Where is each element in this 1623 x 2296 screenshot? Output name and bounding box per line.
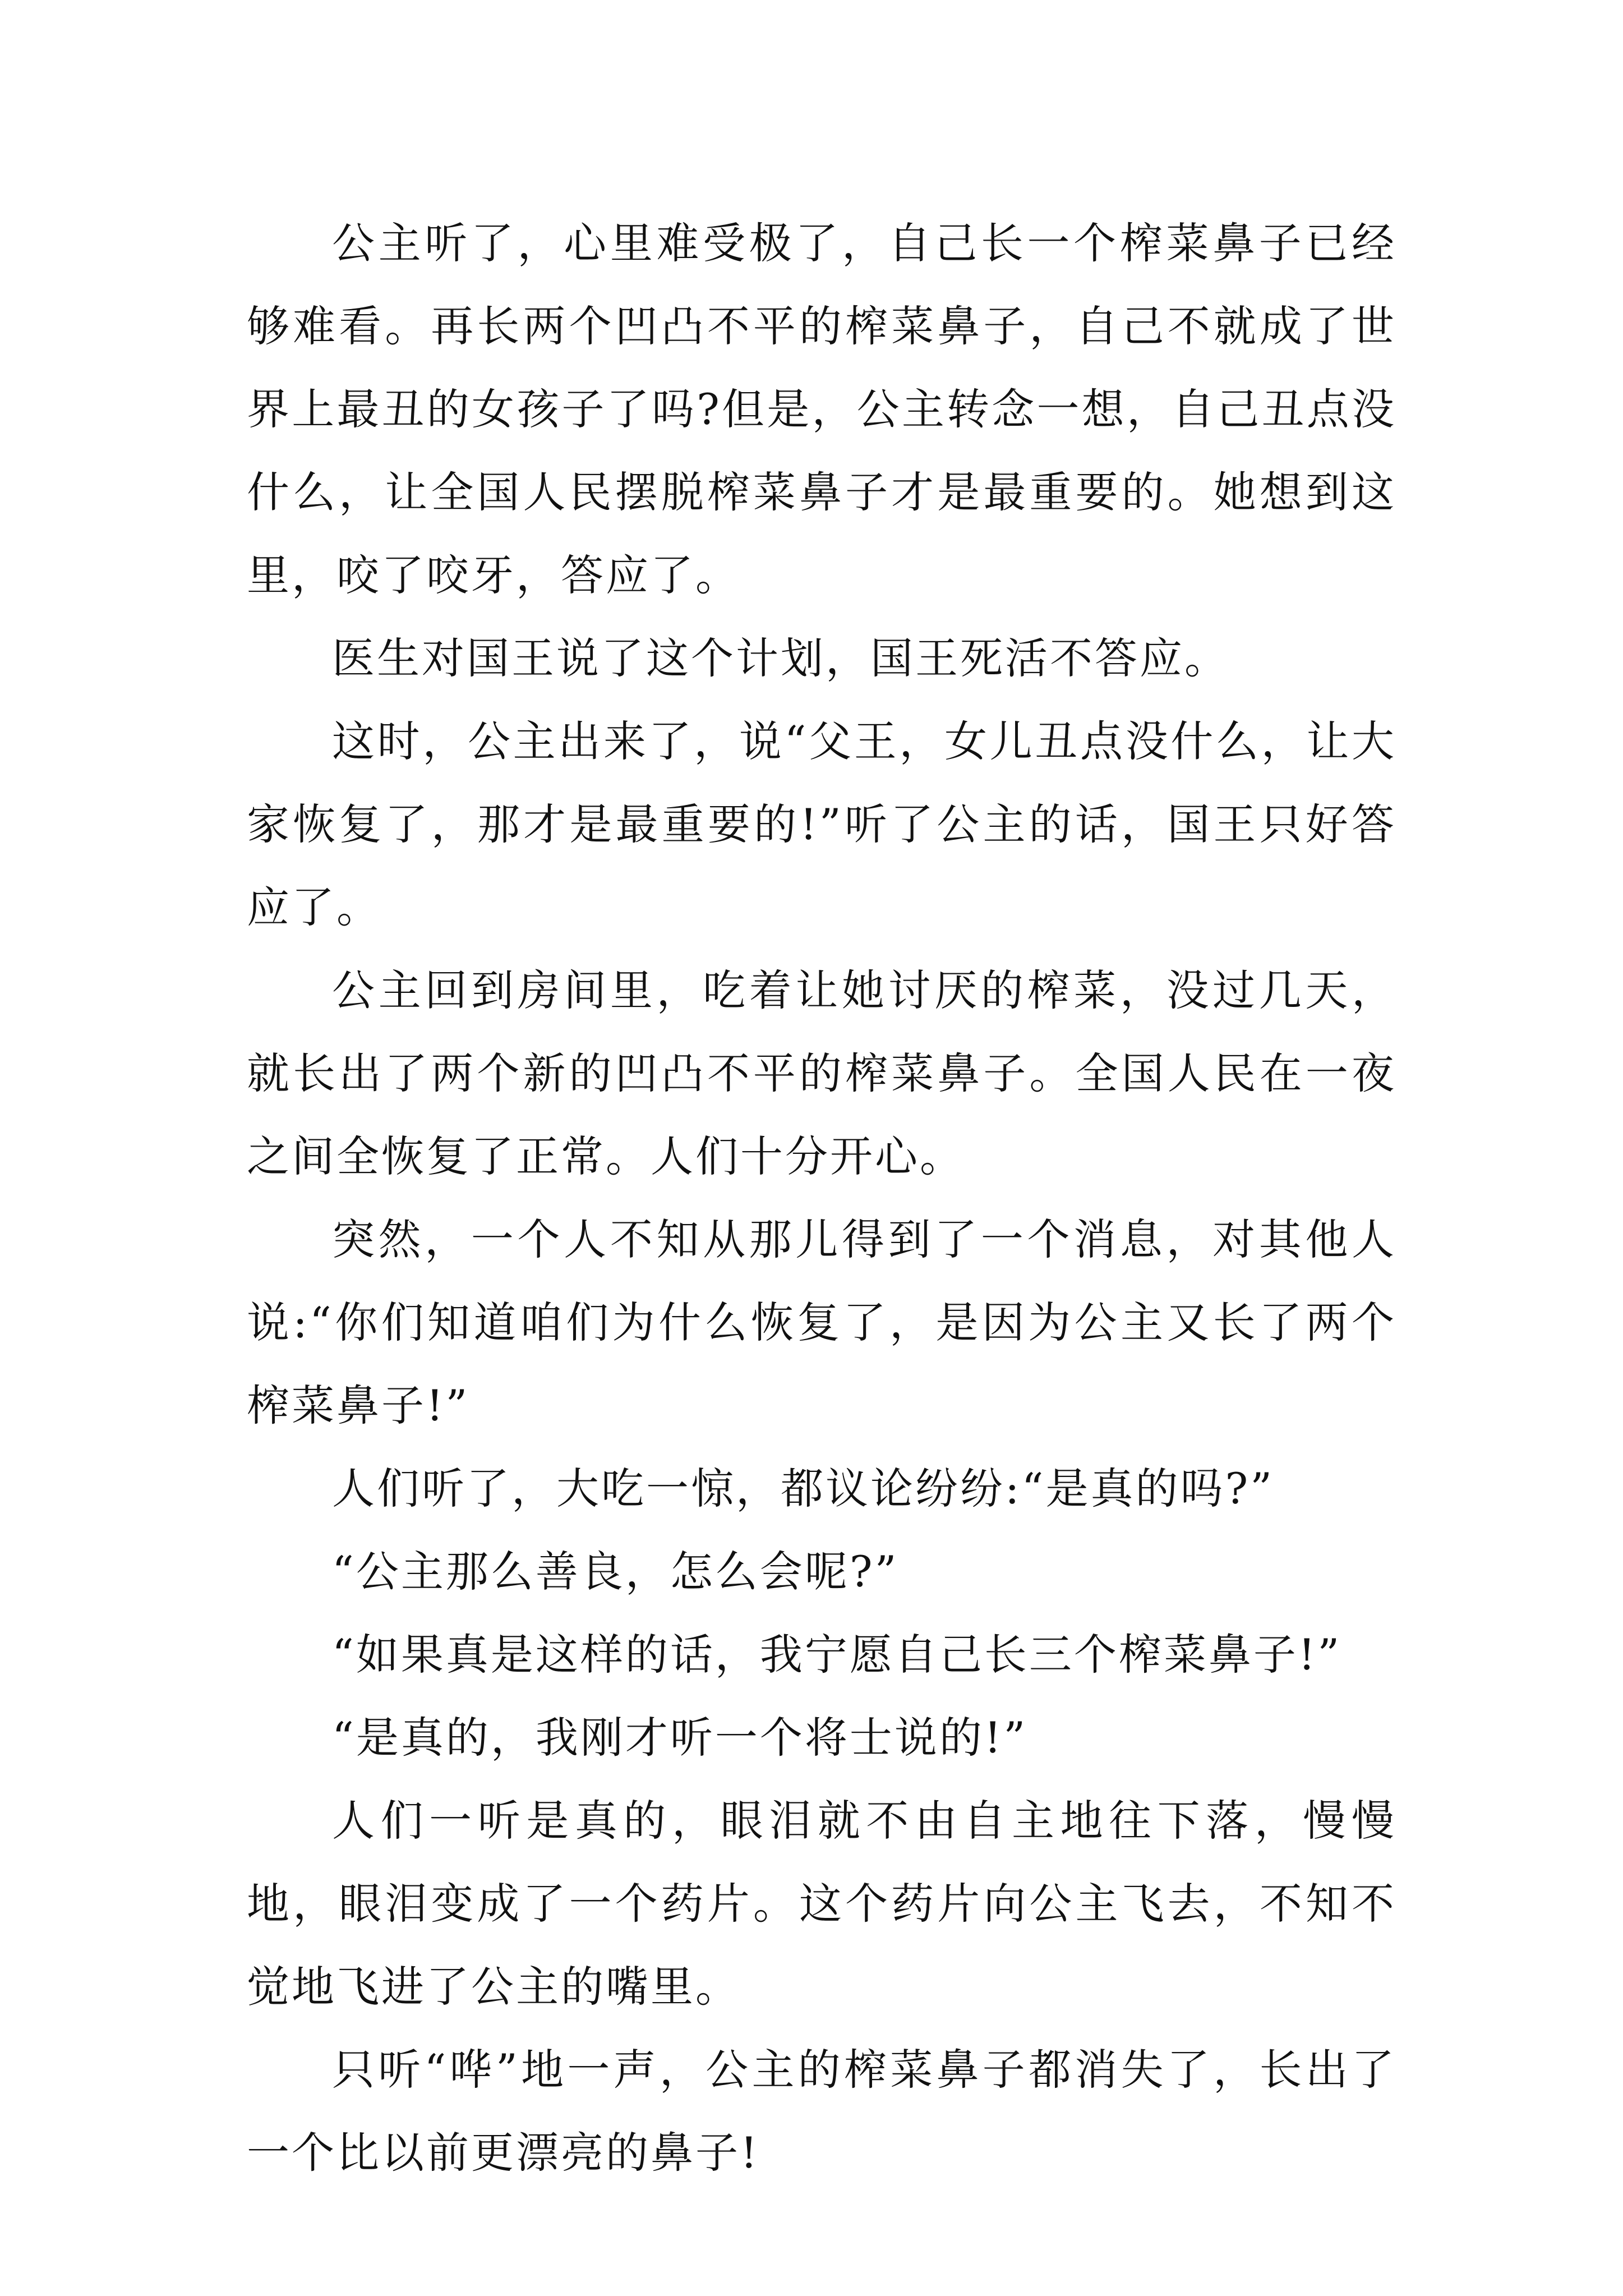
paragraph: “公主那么善良，怎么会呢?” bbox=[332, 1547, 899, 1596]
paragraph: 医生对国王说了这个计划，国王死活不答应。 bbox=[332, 633, 1229, 683]
paragraph: 人们一听是真的，眼泪就不由自主地往下落，慢慢地，眼泪变成了一个药片。这个药片向公主飞去，不知不觉地飞进了公主的嘴里。 bbox=[247, 1796, 1396, 2012]
paragraph: 这时，公主出来了，说“父王，女儿丑点没什么，让大家恢复了，那才是最重要的!”听了公主的话，国王只好答应了。 bbox=[247, 716, 1396, 932]
paragraph: 公主回到房间里，吃着让她讨厌的榨菜，没过几天，就长出了两个新的凹凸不平的榨菜鼻子。全国人民在一夜之间全恢复了正常。人们十分开心。 bbox=[247, 965, 1396, 1181]
paragraph: 只听“哗”地一声，公主的榨菜鼻子都消失了，长出了一个比以前更漂亮的鼻子! bbox=[247, 2045, 1396, 2178]
paragraph: “是真的，我刚才听一个将士说的!” bbox=[332, 1713, 1028, 1763]
paragraph: 公主听了，心里难受极了，自己长一个榨菜鼻子已经够难看。再长两个凹凸不平的榨菜鼻子，自己不就成了世界上最丑的女孩子了吗?但是，公主转念一想，自己丑点没什么，让全国人民摆脱榨菜鼻子才是最重要的。她想到这里，咬了咬牙，答应了。 bbox=[247, 218, 1396, 600]
document-body bbox=[247, 202, 1396, 2194]
paragraph: 人们听了，大吃一惊，都议论纷纷:“是真的吗?” bbox=[332, 1464, 1275, 1513]
paragraph: “如果真是这样的话，我宁愿自己长三个榨菜鼻子!” bbox=[332, 1630, 1342, 1680]
paragraph: 突然，一个人不知从那儿得到了一个消息，对其他人说:“你们知道咱们为什么恢复了，是因为公主又长了两个榨菜鼻子!” bbox=[247, 1214, 1396, 1430]
